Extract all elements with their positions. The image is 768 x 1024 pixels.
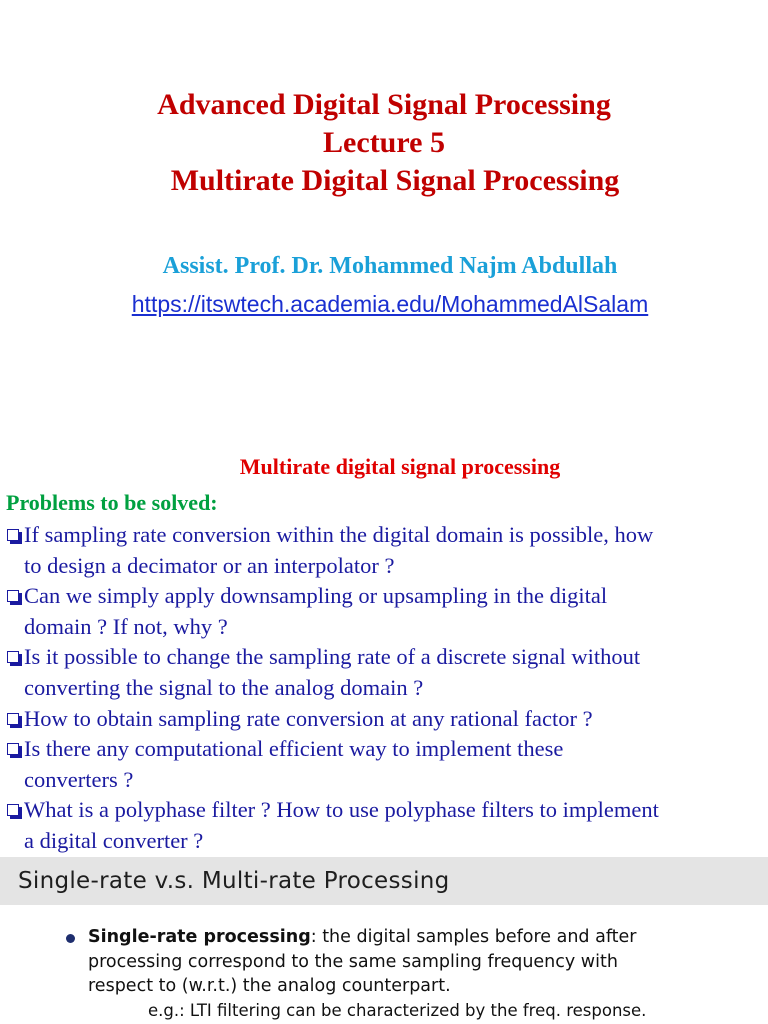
list-item (6, 734, 766, 795)
slide3-title: Single-rate v.s. Multi-rate Processing (18, 868, 450, 894)
bullet-line: Is it possible to change the sampling rate of a discrete signal without (24, 644, 641, 670)
bullet-line: What is a polyphase filter ? How to use polyphase filters to implement (24, 797, 659, 823)
problems-heading: Problems to be solved: (6, 490, 218, 515)
bullet-line: converting the signal to the analog domain ? (24, 674, 424, 700)
checkbox-bullet-icon (7, 529, 19, 541)
bullet-line: How to obtain sampling rate conversion at any rational factor ? (24, 705, 593, 731)
bullet-dot-icon (66, 934, 75, 943)
list-item (6, 795, 766, 856)
checkbox-bullet-icon (7, 804, 19, 816)
lecture-course-title: Advanced Digital Signal Processing (157, 88, 611, 121)
example-line: e.g.: LTI filtering can be characterized by the freq. response. (148, 1000, 647, 1020)
term-single-rate: Single-rate processing (88, 927, 311, 947)
bullet-line: a digital converter ? (24, 827, 204, 853)
list-item (6, 642, 766, 703)
checkbox-bullet-icon (7, 651, 19, 663)
list-item (6, 704, 766, 735)
checkbox-bullet-icon (7, 713, 19, 725)
slide2-title: Multirate digital signal processing (239, 454, 561, 479)
bullet-line: to design a decimator or an interpolator ? (24, 552, 395, 578)
slide3-body (88, 925, 768, 1023)
bullet-line: If sampling rate conversion within the digital domain is possible, how (24, 522, 654, 547)
list-item (88, 925, 768, 999)
bullet-line: Can we simply apply downsampling or upsampling in the digital (24, 583, 608, 609)
bullet-line: respect to (w.r.t.) the analog counterpart. (88, 976, 451, 996)
bullet-line (88, 925, 768, 950)
term-definition: : the digital samples before and after (310, 927, 637, 947)
bullet-line: converters ? (24, 766, 134, 792)
list-item (6, 581, 766, 642)
list-item (6, 520, 766, 581)
bullet-line: Is there any computational efficient way to implement these (24, 736, 564, 762)
problems-list (6, 520, 766, 857)
checkbox-bullet-icon (7, 590, 19, 602)
lecture-topic: Multirate Digital Signal Processing (170, 164, 620, 197)
author-name: Assist. Prof. Dr. Mohammed Najm Abdullah (162, 253, 618, 279)
academia-link[interactable]: https://itswtech.academia.edu/MohammedAlSalam (131, 291, 649, 317)
checkbox-bullet-icon (7, 743, 19, 755)
lecture-number: Lecture 5 (323, 126, 445, 159)
bullet-line: domain ? If not, why ? (24, 613, 228, 639)
bullet-line: processing correspond to the same sampling frequency with (88, 951, 618, 972)
